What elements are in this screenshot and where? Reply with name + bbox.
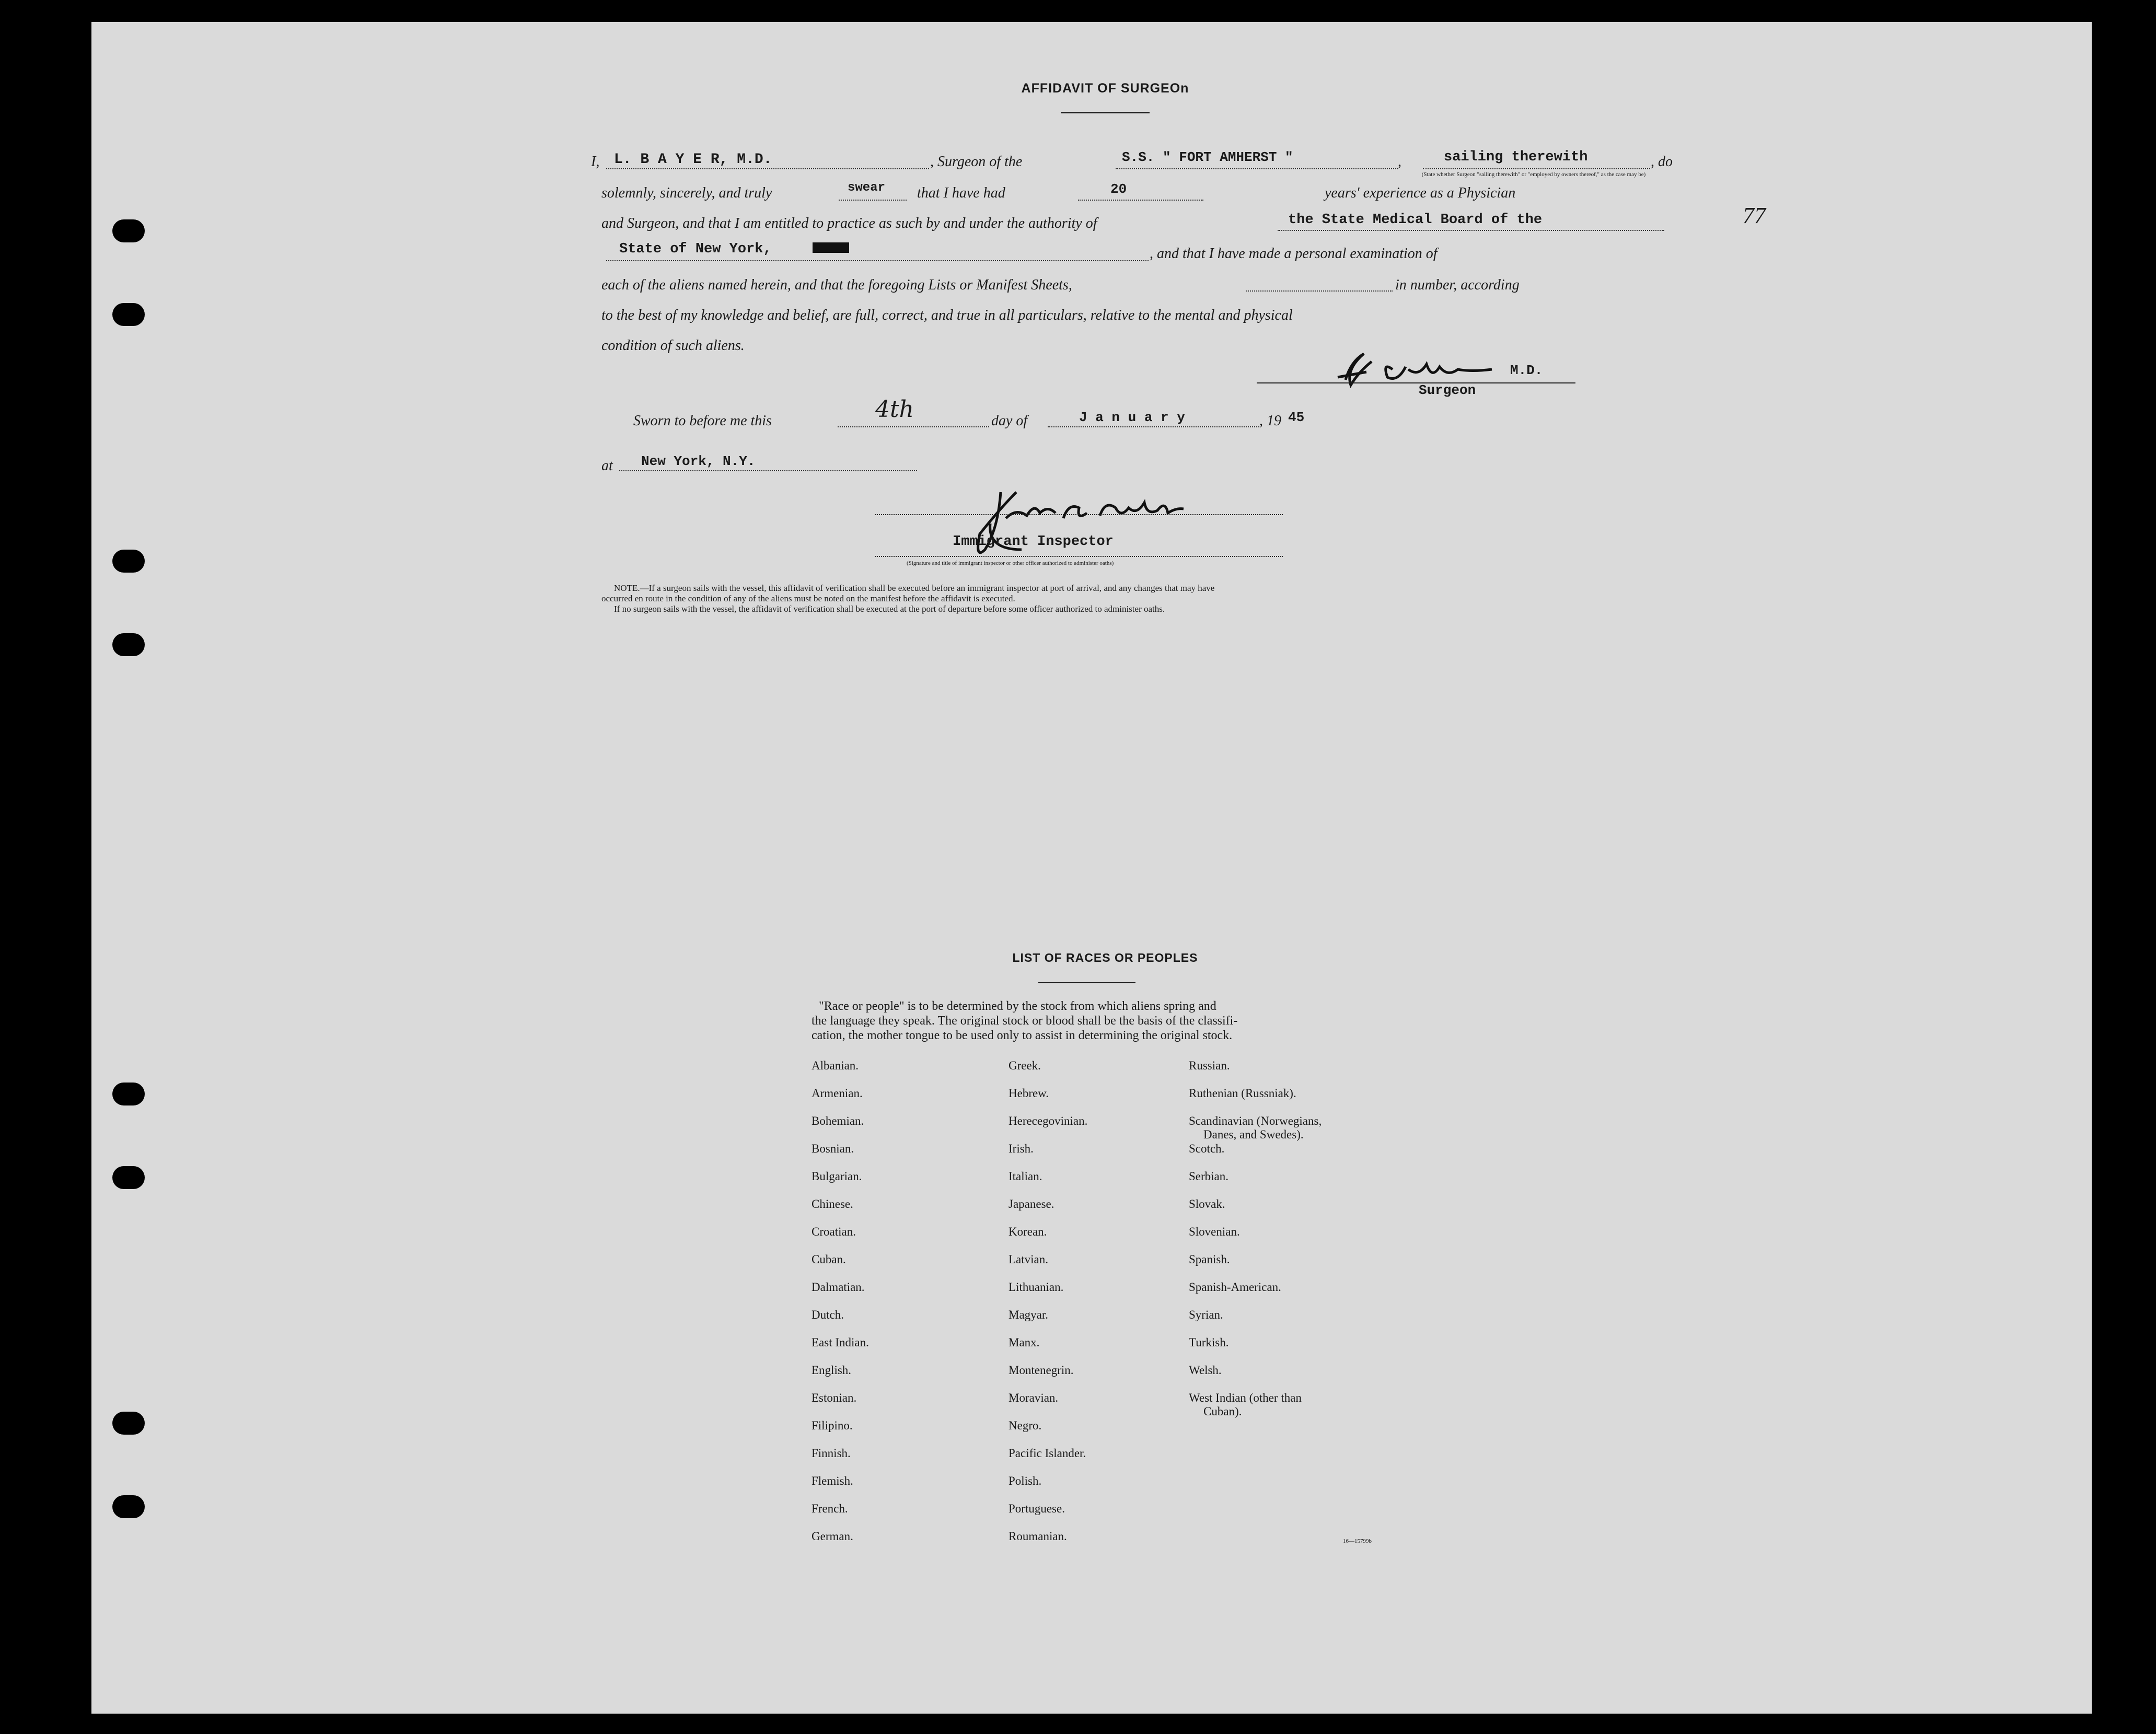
text-condition: condition of such aliens. [601, 338, 745, 354]
fill-line [1246, 290, 1393, 292]
race-item: Filipino. [812, 1419, 853, 1432]
race-item: Syrian. [1189, 1308, 1223, 1321]
binder-hole [112, 1083, 145, 1105]
race-item: Italian. [1009, 1170, 1042, 1183]
race-item: Flemish. [812, 1474, 853, 1487]
race-item: Serbian. [1189, 1170, 1229, 1183]
month-value: J a n u a r y [1079, 410, 1185, 425]
race-item: East Indian. [812, 1336, 869, 1349]
sailing-note: (State whether Surgeon "sailing therewith" or "employed by owners thereof," as the case may be) [1421, 171, 1646, 178]
text-i: I, [591, 154, 600, 170]
text-day-of: day of [991, 413, 1028, 429]
race-item: Scotch. [1189, 1142, 1225, 1155]
vessel-name: S.S. " FORT AMHERST " [1122, 149, 1293, 165]
fill-line [1423, 168, 1650, 169]
affidavit-title: AFFIDAVIT OF SURGEOn [1021, 81, 1189, 96]
inspector-label: Immigrant Inspector [953, 534, 1114, 550]
race-item: Slovak. [1189, 1197, 1225, 1211]
race-item: Magyar. [1009, 1308, 1049, 1321]
years-experience: 20 [1110, 181, 1127, 197]
race-item: German. [812, 1530, 853, 1543]
binder-hole [112, 303, 145, 326]
race-item: Bulgarian. [812, 1170, 862, 1183]
text-best-knowledge: to the best of my knowledge and belief, are full, correct, and true in all particulars, relative to the mental and physical [601, 307, 1293, 323]
text-surgeon-of: , Surgeon of the [930, 154, 1023, 170]
race-item: Welsh. [1189, 1364, 1222, 1377]
race-item: Danes, and Swedes). [1203, 1128, 1304, 1141]
binder-hole [112, 633, 145, 656]
race-item: Lithuanian. [1009, 1281, 1064, 1294]
year-value: 45 [1288, 410, 1305, 425]
place-value: New York, N.Y. [641, 453, 756, 469]
inspector-note: (Signature and title of immigrant inspector or other officer authorized to administer oaths) [907, 560, 1114, 566]
text-and-surgeon: and Surgeon, and that I am entitled to practice as such by and under the authority of [601, 215, 1097, 231]
races-title-rule [1038, 982, 1135, 983]
race-item: Roumanian. [1009, 1530, 1067, 1543]
text-each-alien: each of the aliens named herein, and that the foregoing Lists or Manifest Sheets, [601, 277, 1072, 293]
race-item: Finnish. [812, 1447, 851, 1460]
race-item: Turkish. [1189, 1336, 1229, 1349]
signature-line [1257, 382, 1575, 383]
races-intro-2: the language they speak. The original stock or blood shall be the basis of the classifi- [812, 1014, 1238, 1028]
race-item: Bohemian. [812, 1114, 864, 1127]
form-number: 16—15799b [1343, 1538, 1372, 1544]
sailing-relation: sailing therewith [1444, 149, 1588, 165]
binder-hole [112, 219, 145, 242]
fill-line [606, 260, 1149, 261]
race-item: Herecegovinian. [1009, 1114, 1088, 1127]
note-line-1: NOTE.—If a surgeon sails with the vessel, this affidavit of verification shall be executed before an immigrant inspector at port of arrival, and any changes that may have [614, 583, 1215, 593]
redaction-mark [813, 242, 849, 253]
race-item: Hebrew. [1009, 1087, 1049, 1100]
race-item: Cuban. [812, 1253, 846, 1266]
note-line-2: occurred en route in the condition of any of the aliens must be noted on the manifest before the affidavit is executed. [601, 593, 1015, 603]
race-item: Portuguese. [1009, 1502, 1065, 1515]
fill-line [1078, 200, 1203, 201]
authority-line-1: the State Medical Board of the [1288, 212, 1543, 228]
inspector-signature [938, 471, 1293, 565]
text-comma: , [1398, 154, 1401, 170]
races-intro-3: cation, the mother tongue to be used only to assist in determining the original stock. [812, 1029, 1233, 1042]
fill-line [1048, 426, 1259, 427]
race-item: Japanese. [1009, 1197, 1054, 1211]
race-item: Greek. [1009, 1059, 1041, 1072]
surgeon-label: Surgeon [1419, 382, 1476, 398]
surgeon-name: L. B A Y E R, M.D. [614, 152, 772, 168]
binder-hole [112, 1166, 145, 1189]
text-personal-exam: , and that I have made a personal examination of [1150, 246, 1438, 262]
race-item: Croatian. [812, 1225, 856, 1238]
race-item: Bosnian. [812, 1142, 854, 1155]
race-item: Spanish. [1189, 1253, 1230, 1266]
binder-hole [112, 1412, 145, 1435]
text-do: , do [1651, 154, 1673, 170]
inspector-line [875, 514, 1283, 515]
note-line-3: If no surgeon sails with the vessel, the affidavit of verification shall be executed at the port of departure before some officer authorized to administer oaths. [614, 604, 1165, 614]
signature-md: M.D. [1510, 363, 1543, 378]
text-year-prefix: , 19 [1259, 413, 1281, 429]
race-item: Slovenian. [1189, 1225, 1240, 1238]
text-have-had: that I have had [917, 185, 1005, 201]
text-at: at [601, 458, 613, 474]
fill-line [619, 470, 917, 471]
race-item: Dutch. [812, 1308, 844, 1321]
race-item: West Indian (other than [1189, 1391, 1302, 1404]
document-page [91, 22, 2092, 1714]
fill-line [1116, 168, 1398, 169]
oath-type: swear [848, 181, 886, 195]
race-item: Albanian. [812, 1059, 859, 1072]
race-item: Spanish-American. [1189, 1281, 1281, 1294]
race-item: Ruthenian (Russniak). [1189, 1087, 1296, 1100]
fill-line [606, 168, 929, 169]
race-item: French. [812, 1502, 848, 1515]
race-item: Moravian. [1009, 1391, 1059, 1404]
race-item: Dalmatian. [812, 1281, 865, 1294]
binder-hole [112, 1495, 145, 1518]
fill-line [1278, 230, 1664, 231]
race-item: Scandinavian (Norwegians, [1189, 1114, 1322, 1127]
races-intro-1: "Race or people" is to be determined by the stock from which aliens spring and [819, 999, 1216, 1013]
text-in-number: in number, according [1395, 277, 1520, 293]
race-item: Chinese. [812, 1197, 853, 1211]
race-item: Montenegrin. [1009, 1364, 1074, 1377]
day-value: 4th [875, 396, 914, 423]
binder-hole [112, 550, 145, 573]
race-item: Pacific Islander. [1009, 1447, 1086, 1460]
text-years: years' experience as a Physician [1325, 185, 1516, 201]
race-item: Latvian. [1009, 1253, 1048, 1266]
fill-line [839, 200, 907, 201]
text-sworn: Sworn to before me this [633, 413, 772, 429]
race-item: Irish. [1009, 1142, 1034, 1155]
race-item: Russian. [1189, 1059, 1230, 1072]
race-item: Cuban). [1203, 1405, 1242, 1418]
race-item: Estonian. [812, 1391, 857, 1404]
race-item: English. [812, 1364, 852, 1377]
races-title: LIST OF RACES OR PEOPLES [1012, 951, 1198, 964]
fill-line [838, 426, 989, 427]
race-item: Manx. [1009, 1336, 1040, 1349]
margin-number: 77 [1743, 203, 1766, 228]
race-item: Polish. [1009, 1474, 1042, 1487]
race-item: Korean. [1009, 1225, 1047, 1238]
inspector-title-line [875, 556, 1283, 557]
authority-line-2: State of New York, [619, 241, 772, 257]
text-solemnly: solemnly, sincerely, and truly [601, 185, 772, 201]
race-item: Negro. [1009, 1419, 1042, 1432]
title-rule [1061, 112, 1150, 113]
race-item: Armenian. [812, 1087, 863, 1100]
